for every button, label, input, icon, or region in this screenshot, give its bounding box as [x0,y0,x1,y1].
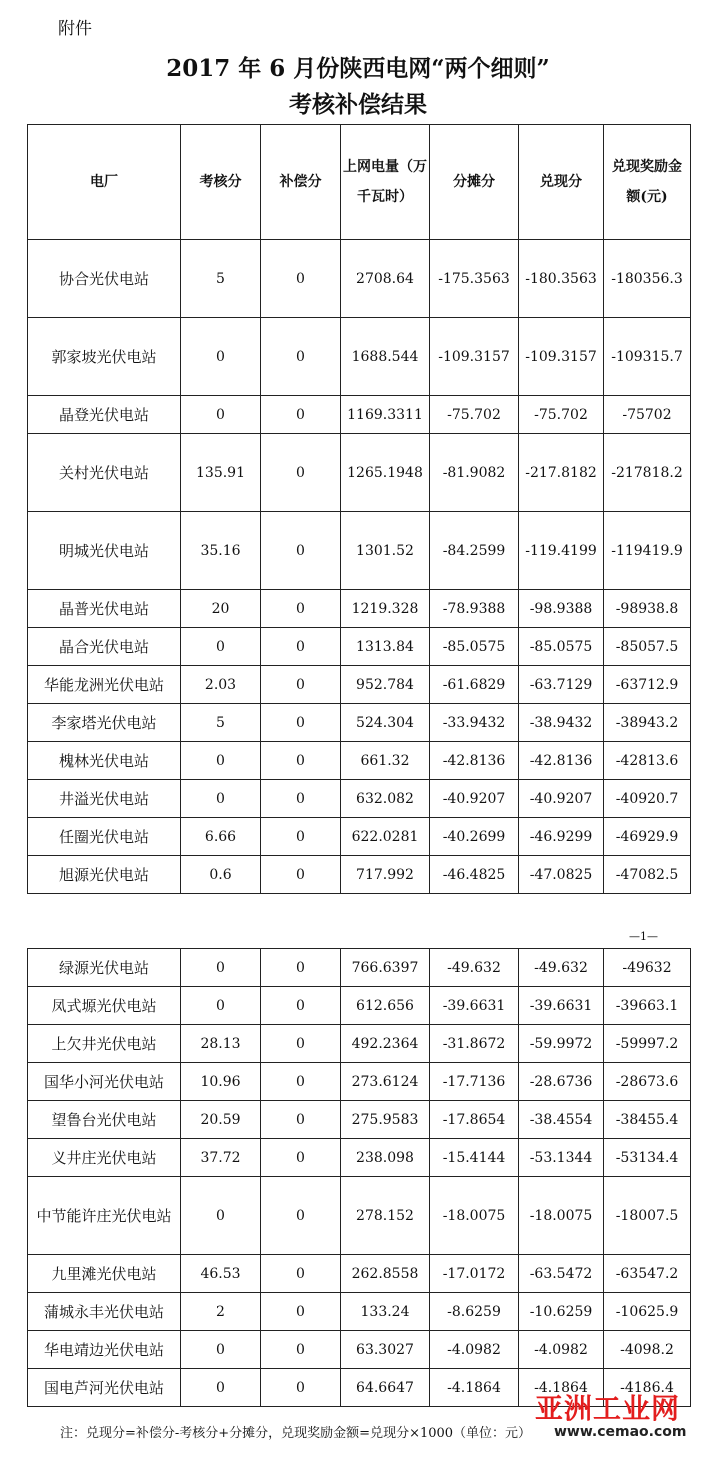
value-cell: 0 [181,780,261,818]
value-cell: -49.632 [430,949,519,987]
value-cell: -75.702 [430,396,519,434]
value-cell: -40.9207 [519,780,604,818]
attachment-label: 附件 [58,19,92,39]
value-cell: 0 [261,949,341,987]
value-cell: -4.0982 [519,1331,604,1369]
value-cell: -4.0982 [430,1331,519,1369]
value-cell: -217818.2 [604,434,691,512]
value-cell: -109.3157 [430,318,519,396]
value-cell: 632.082 [341,780,430,818]
table-row [28,818,691,856]
value-cell: -8.6259 [430,1293,519,1331]
value-cell: 0 [181,1369,261,1407]
value-cell: 0 [261,434,341,512]
table-row [28,240,691,318]
value-cell: -39663.1 [604,987,691,1025]
value-cell: -53134.4 [604,1139,691,1177]
value-cell: -63712.9 [604,666,691,704]
value-cell: -42813.6 [604,742,691,780]
value-cell: 0 [261,742,341,780]
plant-name-cell: 国电芦河光伏电站 [28,1369,181,1407]
value-cell: 0 [181,318,261,396]
value-cell: 278.152 [341,1177,430,1255]
table-row [28,590,691,628]
plant-name-cell: 明城光伏电站 [28,512,181,590]
plant-name-cell: 国华小河光伏电站 [28,1063,181,1101]
value-cell: 0 [261,1177,341,1255]
value-cell: -49632 [604,949,691,987]
header-reward-amount: 兑现奖励金额(元) [604,125,691,240]
plant-name-cell: 晶合光伏电站 [28,628,181,666]
value-cell: -4186.4 [604,1369,691,1407]
value-cell: 0 [181,396,261,434]
value-cell: 238.098 [341,1139,430,1177]
value-cell: 20.59 [181,1101,261,1139]
value-cell: 6.66 [181,818,261,856]
value-cell: -46929.9 [604,818,691,856]
value-cell: 1301.52 [341,512,430,590]
plant-name-cell: 望鲁台光伏电站 [28,1101,181,1139]
value-cell: -63547.2 [604,1255,691,1293]
value-cell: -4.1864 [430,1369,519,1407]
value-cell: 0 [261,590,341,628]
value-cell: -180356.3 [604,240,691,318]
value-cell: -10625.9 [604,1293,691,1331]
value-cell: 5 [181,704,261,742]
value-cell: 0 [261,1369,341,1407]
plant-name-cell: 华电靖边光伏电站 [28,1331,181,1369]
value-cell: 0 [261,1025,341,1063]
value-cell: 262.8558 [341,1255,430,1293]
value-cell: -85.0575 [519,628,604,666]
plant-name-cell: 任圈光伏电站 [28,818,181,856]
document-title: 2017 年 6 月份陕西电网“两个细则” [166,55,550,82]
table-row [28,1177,691,1255]
value-cell: 2 [181,1293,261,1331]
value-cell: -175.3563 [430,240,519,318]
header-compensation: 补偿分 [261,125,341,240]
value-cell: 0 [261,240,341,318]
document-subtitle: 考核补偿结果 [289,91,427,118]
value-cell: -18.0075 [430,1177,519,1255]
table-row [28,780,691,818]
value-cell: 0 [261,666,341,704]
value-cell: -17.8654 [430,1101,519,1139]
value-cell: -39.6631 [430,987,519,1025]
value-cell: 135.91 [181,434,261,512]
value-cell: 0 [261,1139,341,1177]
value-cell: -49.632 [519,949,604,987]
value-cell: 0 [261,1101,341,1139]
value-cell: -17.7136 [430,1063,519,1101]
header-assessment: 考核分 [181,125,261,240]
value-cell: -109315.7 [604,318,691,396]
value-cell: -38943.2 [604,704,691,742]
value-cell: 20 [181,590,261,628]
table-row [28,1255,691,1293]
value-cell: -81.9082 [430,434,519,512]
table-row [28,318,691,396]
value-cell: 133.24 [341,1293,430,1331]
value-cell: 0 [261,318,341,396]
plant-name-cell: 中节能许庄光伏电站 [28,1177,181,1255]
value-cell: -85.0575 [430,628,519,666]
value-cell: -46.4825 [430,856,519,894]
value-cell: 63.3027 [341,1331,430,1369]
value-cell: 0 [181,949,261,987]
value-cell: 766.6397 [341,949,430,987]
table-row [28,1063,691,1101]
value-cell: 1169.3311 [341,396,430,434]
watermark-url: www.cemao.com [554,1424,687,1440]
value-cell: 0 [261,987,341,1025]
value-cell: 0 [261,818,341,856]
plant-name-cell: 李家塔光伏电站 [28,704,181,742]
table-row [28,1025,691,1063]
value-cell: 35.16 [181,512,261,590]
watermark-logo: 亚洲工业网 [535,1392,681,1425]
table-row [28,856,691,894]
plant-name-cell: 晶普光伏电站 [28,590,181,628]
table-row [28,628,691,666]
table-row [28,1331,691,1369]
plant-name-cell: 华能龙洲光伏电站 [28,666,181,704]
value-cell: -38455.4 [604,1101,691,1139]
value-cell: -119.4199 [519,512,604,590]
value-cell: 46.53 [181,1255,261,1293]
plant-name-cell: 义井庄光伏电站 [28,1139,181,1177]
results-table-page1 [27,124,691,894]
header-grid-energy: 上网电量（万千瓦时） [341,125,430,240]
table-row [28,434,691,512]
value-cell: 0 [261,1063,341,1101]
value-cell: 1313.84 [341,628,430,666]
value-cell: 0 [261,1293,341,1331]
value-cell: 0 [181,628,261,666]
value-cell: 661.32 [341,742,430,780]
value-cell: -31.8672 [430,1025,519,1063]
header-plant: 电厂 [28,125,181,240]
value-cell: -40920.7 [604,780,691,818]
value-cell: 37.72 [181,1139,261,1177]
value-cell: 717.992 [341,856,430,894]
value-cell: 0 [261,628,341,666]
plant-name-cell: 井溢光伏电站 [28,780,181,818]
value-cell: 2708.64 [341,240,430,318]
value-cell: -38.4554 [519,1101,604,1139]
value-cell: -46.9299 [519,818,604,856]
value-cell: -109.3157 [519,318,604,396]
value-cell: -98.9388 [519,590,604,628]
plant-name-cell: 郭家坡光伏电站 [28,318,181,396]
value-cell: -98938.8 [604,590,691,628]
value-cell: -119419.9 [604,512,691,590]
value-cell: -84.2599 [430,512,519,590]
table-row [28,949,691,987]
table-row [28,1293,691,1331]
table-row [28,742,691,780]
value-cell: -75.702 [519,396,604,434]
table-row [28,512,691,590]
plant-name-cell: 上欠井光伏电站 [28,1025,181,1063]
value-cell: -59.9972 [519,1025,604,1063]
value-cell: 492.2364 [341,1025,430,1063]
value-cell: -63.5472 [519,1255,604,1293]
value-cell: -42.8136 [430,742,519,780]
value-cell: 952.784 [341,666,430,704]
value-cell: -10.6259 [519,1293,604,1331]
value-cell: 622.0281 [341,818,430,856]
value-cell: -59997.2 [604,1025,691,1063]
value-cell: 273.6124 [341,1063,430,1101]
value-cell: 0 [181,1331,261,1369]
plant-name-cell: 槐林光伏电站 [28,742,181,780]
value-cell: -4098.2 [604,1331,691,1369]
value-cell: 0.6 [181,856,261,894]
plant-name-cell: 绿源光伏电站 [28,949,181,987]
footnote: 注：兑现分=补偿分-考核分+分摊分，兑现奖励金额=兑现分×1000（单位：元） [60,1426,532,1441]
value-cell: -4.1864 [519,1369,604,1407]
value-cell: 0 [261,396,341,434]
value-cell: -85057.5 [604,628,691,666]
table-row [28,987,691,1025]
value-cell: -75702 [604,396,691,434]
table-row [28,396,691,434]
plant-name-cell: 关村光伏电站 [28,434,181,512]
plant-name-cell: 协合光伏电站 [28,240,181,318]
value-cell: 1219.328 [341,590,430,628]
value-cell: -217.8182 [519,434,604,512]
value-cell: -15.4144 [430,1139,519,1177]
value-cell: -39.6631 [519,987,604,1025]
table-row [28,704,691,742]
value-cell: 0 [261,1255,341,1293]
value-cell: -47082.5 [604,856,691,894]
table-row [28,1139,691,1177]
plant-name-cell: 九里滩光伏电站 [28,1255,181,1293]
value-cell: 0 [181,1177,261,1255]
plant-name-cell: 凤式塬光伏电站 [28,987,181,1025]
value-cell: 0 [261,856,341,894]
plant-name-cell: 旭源光伏电站 [28,856,181,894]
results-table-page2 [27,948,691,1407]
value-cell: 612.656 [341,987,430,1025]
value-cell: -18007.5 [604,1177,691,1255]
header-row [28,125,691,240]
value-cell: 5 [181,240,261,318]
value-cell: -61.6829 [430,666,519,704]
value-cell: -28.6736 [519,1063,604,1101]
value-cell: 28.13 [181,1025,261,1063]
header-allocation: 分摊分 [430,125,519,240]
value-cell: -28673.6 [604,1063,691,1101]
value-cell: 275.9583 [341,1101,430,1139]
value-cell: 0 [181,987,261,1025]
value-cell: -47.0825 [519,856,604,894]
value-cell: -42.8136 [519,742,604,780]
value-cell: 2.03 [181,666,261,704]
value-cell: 0 [261,512,341,590]
value-cell: 0 [181,742,261,780]
plant-name-cell: 蒲城永丰光伏电站 [28,1293,181,1331]
page-number: —1— [629,930,658,943]
value-cell: 64.6647 [341,1369,430,1407]
value-cell: -40.9207 [430,780,519,818]
value-cell: 524.304 [341,704,430,742]
header-settlement: 兑现分 [519,125,604,240]
value-cell: -78.9388 [430,590,519,628]
value-cell: -38.9432 [519,704,604,742]
value-cell: 0 [261,704,341,742]
value-cell: -40.2699 [430,818,519,856]
value-cell: 10.96 [181,1063,261,1101]
value-cell: 0 [261,780,341,818]
value-cell: -18.0075 [519,1177,604,1255]
value-cell: 1688.544 [341,318,430,396]
value-cell: -53.1344 [519,1139,604,1177]
value-cell: 1265.1948 [341,434,430,512]
value-cell: -180.3563 [519,240,604,318]
value-cell: -33.9432 [430,704,519,742]
value-cell: 0 [261,1331,341,1369]
table-row [28,666,691,704]
value-cell: -17.0172 [430,1255,519,1293]
table-row [28,1101,691,1139]
plant-name-cell: 晶登光伏电站 [28,396,181,434]
value-cell: -63.7129 [519,666,604,704]
